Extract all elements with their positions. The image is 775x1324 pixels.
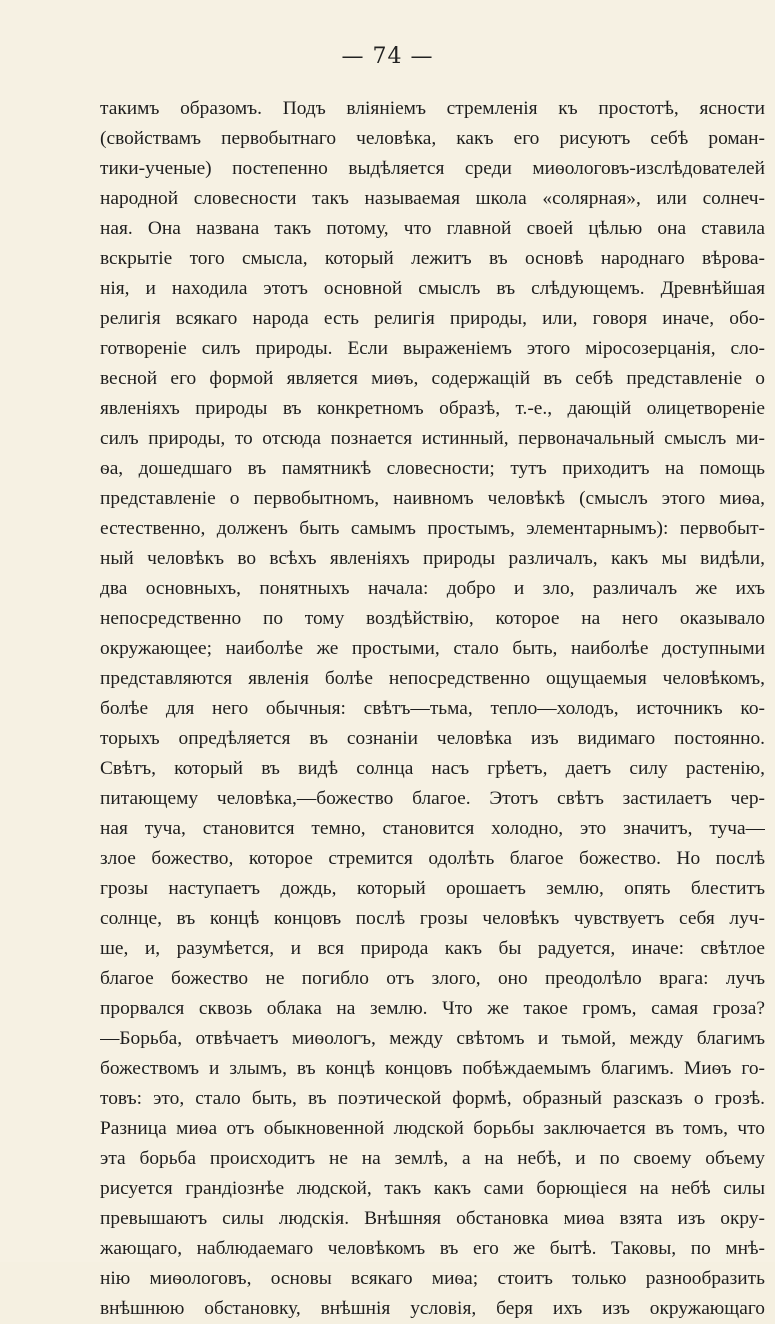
text-line: Свѣтъ, который въ видѣ солнца насъ грѣетъ, даетъ силу растенію, <box>100 758 765 779</box>
text-line: силъ природы, то отсюда познается истинный, первоначальный смыслъ ми- <box>100 428 765 449</box>
text-line: естественно, долженъ быть самымъ простымъ, элементарнымъ): первобыт- <box>100 518 765 539</box>
text-line: явленіяхъ природы въ конкретномъ образѣ, т.-е., дающій олицетвореніе <box>100 398 765 419</box>
text-line: представленіе о первобытномъ, наивномъ человѣкѣ (смыслъ этого миѳа, <box>100 488 765 509</box>
text-line: Разница миѳа отъ обыкновенной людской борьбы заключается въ томъ, что <box>100 1118 765 1139</box>
text-line: божествомъ и злымъ, въ концѣ концовъ побѣждаемымъ благимъ. Миѳъ го- <box>100 1058 765 1079</box>
text-line: тики-ученые) постепенно выдѣляется среди миѳологовъ-изслѣдователей <box>100 158 765 179</box>
text-line: торыхъ опредѣляется въ сознаніи человѣка изъ видимаго постоянно. <box>100 728 765 749</box>
text-line: такимъ образомъ. Подъ вліяніемъ стремленія къ простотѣ, ясности <box>100 98 765 119</box>
text-line: жающаго, наблюдаемаго человѣкомъ въ его же бытѣ. Таковы, по мнѣ- <box>100 1238 765 1259</box>
text-line: готвореніе силъ природы. Если выраженіемъ этого міросозерцанія, сло- <box>100 338 765 359</box>
text-line: (свойствамъ первобытнаго человѣка, какъ его рисуютъ себѣ роман- <box>100 128 765 149</box>
text-line: представляются явленія болѣе непосредственно ощущаемыя человѣкомъ, <box>100 668 765 689</box>
body-text <box>100 94 765 1324</box>
text-line: эта борьба происходитъ не на землѣ, а на небѣ, и по своему объему <box>100 1148 765 1169</box>
text-line: весной его формой является миѳъ, содержащій въ себѣ представленіе о <box>100 368 765 389</box>
text-line: превышаютъ силы людскія. Внѣшняя обстановка миѳа взята изъ окру- <box>100 1208 765 1229</box>
text-line: солнце, въ концѣ концовъ послѣ грозы человѣкъ чувствуетъ себя луч- <box>100 908 765 929</box>
text-line: окружающее; наиболѣе же простыми, стало быть, наиболѣе доступными <box>100 638 765 659</box>
text-line: болѣе для него обычныя: свѣтъ—тьма, тепло—холодъ, источникъ ко- <box>100 698 765 719</box>
text-line: ный человѣкъ во всѣхъ явленіяхъ природы различалъ, какъ мы видѣли, <box>100 548 765 569</box>
text-line: два основныхъ, понятныхъ начала: добро и зло, различалъ же ихъ <box>100 578 765 599</box>
text-line: ная. Она названа такъ потому, что главной своей цѣлью она ставила <box>100 218 765 239</box>
text-line: внѣшнюю обстановку, внѣшнія условія, беря ихъ изъ окружающаго <box>100 1298 765 1319</box>
text-line: грозы наступаетъ дождь, который орошаетъ землю, опять блеститъ <box>100 878 765 899</box>
text-line: ная туча, становится темно, становится холодно, это значитъ, туча— <box>100 818 765 839</box>
text-line: прорвался сквозь облака на землю. Что же такое громъ, самая гроза? <box>100 998 765 1019</box>
text-line: вскрытіе того смысла, который лежитъ въ основѣ народнаго вѣрова- <box>100 248 765 269</box>
text-line: товъ: это, стало быть, въ поэтической формѣ, образный разсказъ о грозѣ. <box>100 1088 765 1109</box>
text-line: благое божество не погибло отъ злого, оно преодолѣло врага: лучъ <box>100 968 765 989</box>
text-line: непосредственно по тому воздѣйствію, которое на него оказывало <box>100 608 765 629</box>
text-line: питающему человѣка,—божество благое. Этотъ свѣтъ застилаетъ чер- <box>100 788 765 809</box>
text-line: народной словесности такъ называемая школа «солярная», или солнеч- <box>100 188 765 209</box>
text-line: злое божество, которое стремится одолѣть благое божество. Но послѣ <box>100 848 765 869</box>
text-line: —Борьба, отвѣчаетъ миѳологъ, между свѣтомъ и тьмой, между благимъ <box>100 1028 765 1049</box>
text-line: нія, и находила этотъ основной смыслъ въ слѣдующемъ. Древнѣйшая <box>100 278 765 299</box>
text-line: ше, и, разумѣется, и вся природа какъ бы радуется, иначе: свѣтлое <box>100 938 765 959</box>
text-line: рисуется грандіознѣе людской, такъ какъ сами борющіеся на небѣ силы <box>100 1178 765 1199</box>
text-line: ѳа, дошедшаго въ памятникѣ словесности; тутъ приходитъ на помощь <box>100 458 765 479</box>
text-line: религія всякаго народа есть религія природы, или, говоря иначе, обо- <box>100 308 765 329</box>
text-line: нію миѳологовъ, основы всякаго миѳа; стоитъ только разнообразить <box>100 1268 765 1289</box>
page-number: — 74 — <box>341 44 434 69</box>
